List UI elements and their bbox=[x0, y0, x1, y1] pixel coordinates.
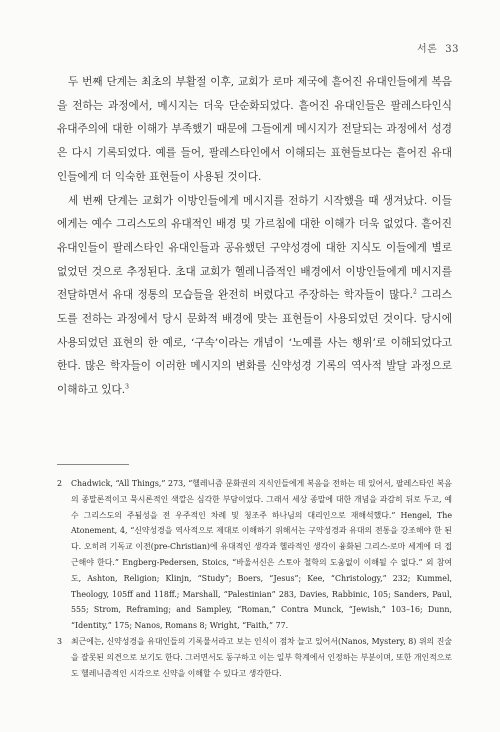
footnote bbox=[57, 634, 452, 681]
page-number: 33 bbox=[445, 44, 459, 55]
paragraph bbox=[57, 190, 452, 403]
footnote-ref[interactable]: 2 bbox=[413, 288, 417, 296]
paragraph-text: 두 번째 단계는 최초의 부활절 이후, 교회가 로마 제국에 흩어진 유대인들에게 복음을 전하는 과정에서, 메시지는 더욱 단순화되었다. 흩어진 유대인들은 팔레스타인식 유대주의에 대한 이해가 부족했기 때문에 그들에게 메시지가 전달되는 과정에서 성경은 다시 기록되었다. 예를 들어, 팔레스타인에서 이해되는 표현들보다는 흩어진 유대인들에게 더 익숙한 표현들이 사용된 것이다. bbox=[57, 76, 452, 183]
footnote-ref[interactable]: 3 bbox=[125, 383, 129, 391]
footnote bbox=[57, 476, 452, 634]
footnote-number: 2 bbox=[57, 479, 63, 488]
footnote-text: Chadwick, “All Things,” 273, “헬레니즘 문화권의 지식인들에게 복음을 전하는 데 있어서, 팔레스타인 복음의 종말론적이고 묵시론적인 색깔은 심각한 부담이었다. 그래서 세상 종말에 대한 개념을 과감히 뒤로 두고, 예수 그리스도의 주됨성을 전 우주적인 차례 및 청조주 하나님의 대리인으로 재해석했다.” Hengel, The Atonement, 4, “신약성경을 역사적으로 제대로 이해하기 위해서는 구약성경과 유대의 전통을 강조해야 한 된다. 오히려 기독교 이전(pre-Christian)에 유대적인 생각과 헬라적인 생각이 융화된 그리스-로마 세계에 더 접근해야 한다.” Engberg-Pedersen, Stoics, “바울서신은 스토아 철학의 도움없이 이해될 수 없다.” 외 참여도, Ashton, Religion; Klinjn, “Study”; Boers, “Jesus”; Kee, “Christology,” 232; Kummel, Theology, 105ff and 118ff.; Marshall, “Palestinian” 283, Davies, Rabbinic, 105; Sanders, Paul, 555; Strom, Reframing; and Sampley, “Roman,” Contra Munck, “Jewish,” 103–16; Dunn, “Identity,” 175; Nanos, Romans 8; Wright, “Faith,” 77. bbox=[71, 479, 452, 631]
footnotes bbox=[57, 476, 452, 681]
footnote-divider bbox=[57, 464, 129, 465]
paragraph-text: 그리스도를 전하는 과정에서 당시 문화적 배경에 맞는 표현들이 사용되었던 것이다. 당시에 사용되었던 표현의 한 예로, ‘구속’이라는 개념이 ‘노예를 사는 행위’로 이해되었다고 한다. 많은 학자들이 이러한 메시지의 변화를 신약성경 기록의 역사적 발달 과정으로 이해하고 있다. bbox=[57, 289, 452, 397]
running-header bbox=[417, 40, 459, 55]
paragraph bbox=[57, 71, 452, 190]
footnote-number: 3 bbox=[57, 636, 63, 646]
section-title: 서론 bbox=[416, 44, 438, 55]
footnote-text: 최근에는, 신약성경을 유대인들의 기록물서라고 보는 인식이 점차 늘고 있어서(Nanos, Mystery, 8) 위의 진술을 잘못된 의견으로 보기도 한다. 그러면서도 동구하고 이는 일부 학계에서 인정하는 부분이며, 또한 개인적으로도 헬레니즘적인 시각으로 신약을 이해할 수 있다고 생각한다. bbox=[71, 636, 452, 678]
paragraph-text: 세 번째 단계는 교회가 이방인들에게 메시지를 전하기 시작했을 때 생겨났다. 이들에게는 예수 그리스도의 유대적인 배경 및 가르침에 대한 이해가 더욱 없었다. 흩어진 유대인들이 팔레스타인 유대인들과 공유했던 구약성경에 대한 지식도 이들에게 별로 없었던 것으로 추정된다. 초대 교회가 헬레니즘적인 배경에서 이방인들에게 메시지를 전달하면서 유대 정통의 모습들을 완전히 버렸다고 주장하는 학자들이 많다. bbox=[57, 194, 452, 302]
body-text bbox=[57, 71, 452, 403]
